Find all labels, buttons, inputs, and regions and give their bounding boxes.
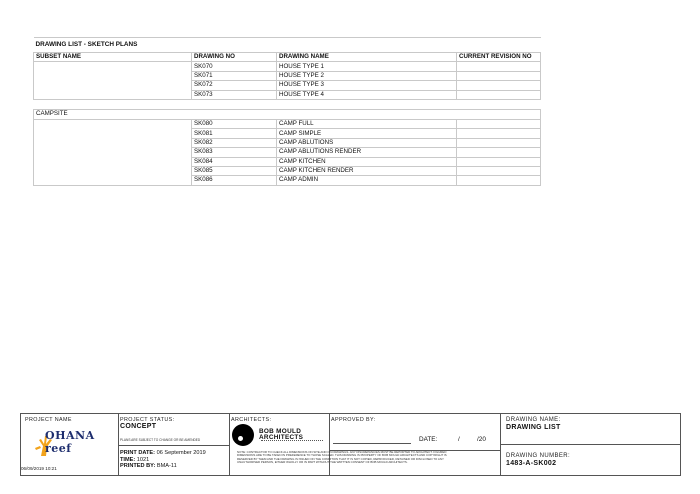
- date-label: DATE:: [419, 436, 438, 443]
- group-label-row: [34, 109, 541, 119]
- time-value: 1021: [136, 456, 150, 463]
- drawing-name-cell: HOUSE TYPE 3: [277, 81, 457, 90]
- revision-cell: [457, 129, 541, 138]
- drawing-name-cell: CAMP KITCHEN: [277, 157, 457, 166]
- drawing-number-label: DRAWING NUMBER:: [506, 453, 571, 459]
- revision-cell: [457, 81, 541, 90]
- divider: [118, 445, 229, 446]
- drawing-no-cell: SK086: [192, 176, 277, 185]
- time-label: TIME:: [120, 456, 136, 463]
- drawing-no-cell: SK083: [192, 148, 277, 157]
- revision-cell: [457, 138, 541, 147]
- drawing-name-cell: HOUSE TYPE 2: [277, 71, 457, 80]
- firm-wordmark: BOB MOULD ARCHITECTS: [259, 428, 304, 442]
- architects-label: ARCHITECTS:: [231, 417, 272, 423]
- header-subset-name: SUBSET NAME: [34, 53, 192, 62]
- table-title: DRAWING LIST - SKETCH PLANS: [34, 38, 541, 53]
- subset-cell: [34, 62, 192, 100]
- revision-cell: [457, 157, 541, 166]
- print-info: [120, 450, 206, 470]
- printed-by-value: BMA-11: [156, 463, 177, 470]
- drawing-no-cell: SK085: [192, 166, 277, 175]
- print-date-row: [120, 450, 206, 457]
- revision-cell: [457, 62, 541, 71]
- header-drawing-no: DRAWING NO: [192, 53, 277, 62]
- table-row: [34, 62, 541, 71]
- status-note: PLANS ARE SUBJECT TO CHANGE OR BE AMENDED: [120, 438, 201, 442]
- drawing-no-cell: SK081: [192, 129, 277, 138]
- drawing-no-cell: SK073: [192, 90, 277, 99]
- spacer-cell: [34, 99, 541, 109]
- drawing-name-cell: CAMP ABLUTIONS: [277, 138, 457, 147]
- drawing-no-cell: SK071: [192, 71, 277, 80]
- revision-cell: [457, 176, 541, 185]
- drawing-name-cell: CAMP FULL: [277, 119, 457, 128]
- drawing-no-cell: SK070: [192, 62, 277, 71]
- drawing-name-label: DRAWING NAME:: [506, 417, 561, 423]
- project-status-label: PROJECT STATUS:: [120, 417, 175, 423]
- table-header-row: [34, 53, 541, 62]
- printed-by-label: PRINTED BY:: [120, 463, 156, 470]
- drawing-list-table: [33, 37, 541, 186]
- drawing-note: [237, 451, 447, 464]
- table-row: [34, 119, 541, 128]
- divider: [229, 414, 230, 475]
- signature-line: [333, 443, 411, 444]
- header-current-revision: CURRENT REVISION NO: [457, 53, 541, 62]
- drawing-name-cell: HOUSE TYPE 4: [277, 90, 457, 99]
- printed-by-row: [120, 463, 206, 470]
- firm-logo-icon: [232, 424, 254, 446]
- table-title-row: [34, 38, 541, 53]
- table-spacer-row: [34, 99, 541, 109]
- drawing-no-cell: SK082: [192, 138, 277, 147]
- drawing-name-value: DRAWING LIST: [506, 424, 561, 431]
- revision-cell: [457, 90, 541, 99]
- revision-cell: [457, 119, 541, 128]
- print-date-value: 06 September 2019: [156, 450, 206, 456]
- note-text: CONTRACTOR TO CHECK ALL DIMENSIONS ON SITE AND ON DRAWINGS. ANY DISCREPANCIES MUST BE REPORTED TO ARCHITECT. FIGURED DIMENSIONS ARE TO BE TAKEN IN PREFERENCE TO THOSE SCALED. THIS DRAWING IS PROPERTY OF BOB MOULD ARCHITECTS AND COPYRIGHT IS RESERVED BY THEM AND THE DRAWING IS ISSUED ON THE CONDITION THAT IT IS NOT COPIED, REPRODUCED, RETAINED OR DISCLOSED TO ANY UNAUTHORISED PERSON, EITHER WHOLLY OR IN PART WITHOUT THE WRITTEN CONSENT OF BOB MOULD ARCHITECTS.: [237, 450, 447, 464]
- approved-by-label: APPROVED BY:: [331, 417, 376, 423]
- date-separator: /: [458, 436, 460, 443]
- group-label-campsite: CAMPSITE: [34, 109, 541, 119]
- drawing-number-value: 1483-A-SK002: [506, 460, 557, 467]
- print-timestamp: 06/09/2019 10:21: [21, 466, 57, 471]
- logo-dot: [238, 436, 243, 441]
- ohana-reef-logo: [31, 428, 111, 458]
- logo-wordmark: OHANA reef: [45, 429, 95, 455]
- subset-cell: [34, 119, 192, 185]
- drawing-no-cell: SK072: [192, 81, 277, 90]
- revision-cell: [457, 71, 541, 80]
- drawing-name-cell: CAMP KITCHEN RENDER: [277, 166, 457, 175]
- revision-cell: [457, 148, 541, 157]
- divider: [500, 444, 680, 445]
- project-name-label: PROJECT NAME: [25, 417, 72, 423]
- project-status-value: CONCEPT: [120, 423, 157, 430]
- revision-cell: [457, 166, 541, 175]
- drawing-no-cell: SK080: [192, 119, 277, 128]
- title-block: [20, 413, 681, 476]
- drawing-no-cell: SK084: [192, 157, 277, 166]
- header-drawing-name: DRAWING NAME: [277, 53, 457, 62]
- drawing-name-cell: HOUSE TYPE 1: [277, 62, 457, 71]
- date-year-suffix: /20: [477, 436, 486, 443]
- drawing-name-cell: CAMP ADMIN: [277, 176, 457, 185]
- drawing-name-cell: CAMP SIMPLE: [277, 129, 457, 138]
- firm-contact-line: [261, 440, 323, 442]
- divider: [329, 414, 330, 475]
- note-label: NOTE:: [237, 450, 246, 454]
- print-date-label: PRINT DATE:: [120, 450, 156, 456]
- drawing-name-cell: CAMP ABLUTIONS RENDER: [277, 148, 457, 157]
- time-row: [120, 457, 206, 464]
